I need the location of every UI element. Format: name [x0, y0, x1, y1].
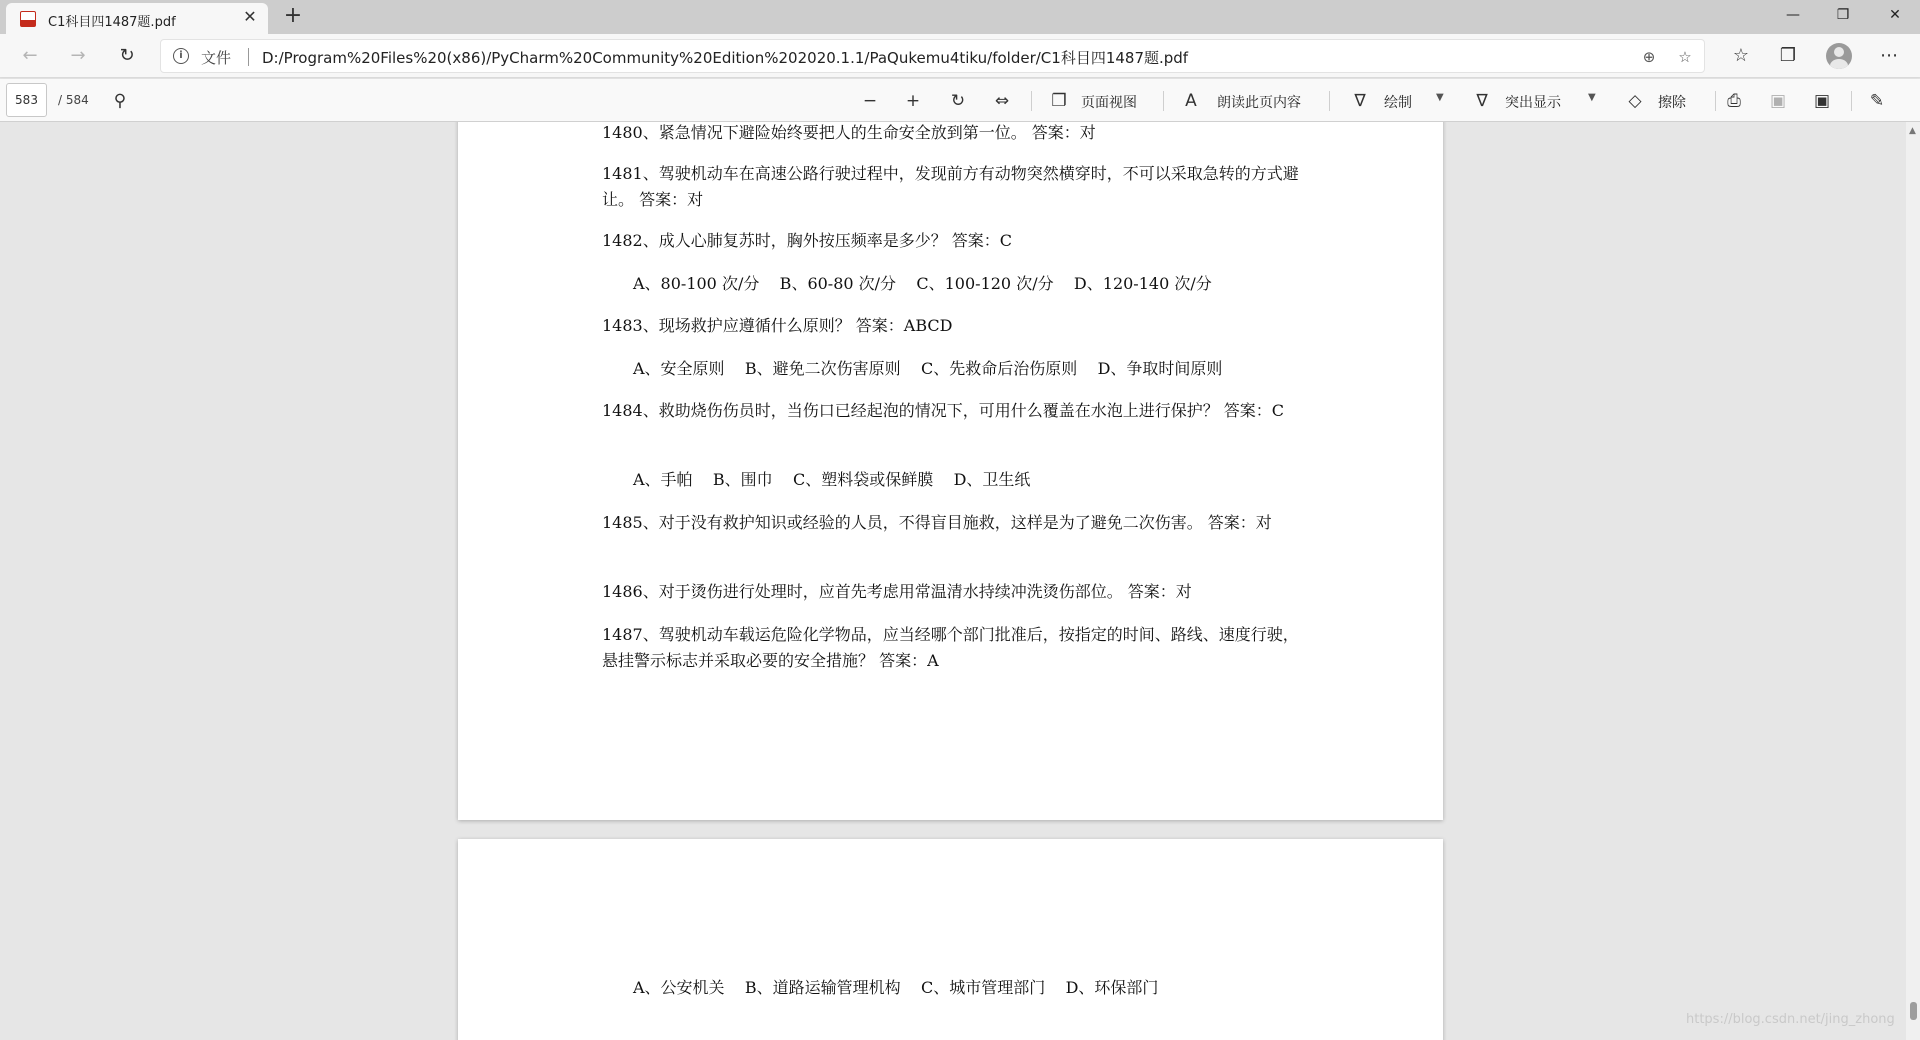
- pdf-page: [458, 839, 1443, 1040]
- options-1487: A、公安机关 B、道路运输管理机构 C、城市管理部门 D、环保部门: [633, 978, 1159, 997]
- zoom-in-icon[interactable]: +: [905, 91, 921, 111]
- read-aloud-button[interactable]: 朗读此页内容: [1217, 95, 1301, 111]
- print-icon[interactable]: ⎙: [1727, 91, 1741, 111]
- vertical-scrollbar[interactable]: [1906, 122, 1920, 1040]
- highlight-dropdown-icon[interactable]: ▼: [1588, 92, 1596, 103]
- toolbar-divider: [1715, 91, 1716, 111]
- draw-dropdown-icon[interactable]: ▼: [1436, 92, 1444, 103]
- page-number-input[interactable]: 583: [6, 83, 47, 117]
- read-aloud-icon[interactable]: A: [1185, 91, 1197, 111]
- toolbar-divider: [1163, 91, 1164, 111]
- pin-toolbar-icon[interactable]: ✎: [1869, 91, 1885, 111]
- question-1482: 1482、成人心肺复苏时，胸外按压频率是多少？ 答案：C: [602, 231, 1013, 250]
- page-total: / 584: [58, 93, 89, 107]
- back-arrow-icon[interactable]: ←: [22, 45, 38, 66]
- rotate-icon[interactable]: ↻: [950, 91, 966, 111]
- address-separator: [248, 48, 249, 66]
- highlight-icon[interactable]: ∇: [1476, 91, 1488, 111]
- scrollbar-thumb[interactable]: [1910, 1002, 1917, 1020]
- pdf-toolbar: [0, 79, 1920, 122]
- scroll-up-icon[interactable]: ▲: [1909, 126, 1916, 136]
- draw-button[interactable]: 绘制: [1384, 95, 1412, 111]
- eraser-icon[interactable]: ◇: [1628, 91, 1642, 111]
- new-tab-button[interactable]: +: [283, 3, 303, 28]
- file-scheme-label: 文件: [201, 49, 232, 67]
- save-as-icon[interactable]: ▣: [1813, 91, 1831, 111]
- pdf-viewer[interactable]: [0, 122, 1906, 1040]
- tab-title: C1科目四1487题.pdf: [48, 15, 176, 30]
- watermark: https://blog.csdn.net/jing_zhong: [1686, 1012, 1895, 1027]
- toolbar-divider: [1329, 91, 1330, 111]
- close-tab-icon[interactable]: ✕: [243, 7, 257, 26]
- options-1483: A、安全原则 B、避免二次伤害原则 C、先救命后治伤原则 D、争取时间原则: [633, 359, 1223, 378]
- question-1485: 1485、对于没有救护知识或经验的人员，不得盲目施救，这样是为了避免二次伤害。 答案：对: [602, 513, 1272, 532]
- toolbar-divider: [1851, 91, 1852, 111]
- erase-button[interactable]: 擦除: [1658, 95, 1686, 111]
- browser-tab[interactable]: [6, 3, 268, 34]
- question-1483: 1483、现场救护应遵循什么原则？ 答案：ABCD: [602, 316, 953, 335]
- close-window-button[interactable]: ✕: [1889, 7, 1901, 23]
- fit-page-icon[interactable]: ⇔: [994, 91, 1010, 111]
- draw-icon[interactable]: ∇: [1354, 91, 1366, 111]
- maximize-button[interactable]: ❐: [1836, 7, 1850, 23]
- page-view-button[interactable]: 页面视图: [1081, 95, 1137, 111]
- address-url[interactable]: D:/Program%20Files%20(x86)/PyCharm%20Community%20Edition%202020.1.1/PaQukemu4tiku/folder/C1科目四1487题.pdf: [262, 49, 1189, 67]
- forward-arrow-icon[interactable]: →: [70, 45, 86, 66]
- highlight-button[interactable]: 突出显示: [1505, 95, 1561, 111]
- pdf-page: [458, 122, 1443, 820]
- question-1487: 1487、驾驶机动车载运危险化学物品，应当经哪个部门批准后，按指定的时间、路线、速度行驶，悬挂警示标志并采取必要的安全措施？ 答案：A: [602, 625, 1299, 670]
- address-bar[interactable]: [160, 39, 1705, 73]
- search-icon[interactable]: ⚲: [113, 91, 127, 111]
- options-1482: A、80-100 次/分 B、60-80 次/分 C、100-120 次/分 D、120-140 次/分: [633, 274, 1212, 293]
- page-view-icon[interactable]: ❐: [1051, 91, 1067, 111]
- question-1481: 1481、驾驶机动车在高速公路行驶过程中，发现前方有动物突然横穿时，不可以采取急转的方式避让。 答案：对: [602, 164, 1299, 209]
- zoom-out-icon[interactable]: −: [862, 91, 878, 111]
- zoom-icon[interactable]: ⊕: [1642, 48, 1656, 66]
- toolbar-divider: [1031, 91, 1032, 111]
- profile-avatar[interactable]: [1826, 43, 1852, 69]
- question-1484: 1484、救助烧伤伤员时，当伤口已经起泡的情况下，可用什么覆盖在水泡上进行保护？ 答案：C: [602, 401, 1285, 420]
- pdf-file-icon: [20, 11, 36, 27]
- collections-icon[interactable]: ❐: [1779, 45, 1797, 66]
- add-favorite-icon[interactable]: ☆: [1678, 48, 1692, 66]
- save-icon[interactable]: ▣: [1769, 91, 1787, 111]
- question-1480: 1480、紧急情况下避险始终要把人的生命安全放到第一位。 答案：对: [602, 123, 1096, 142]
- info-icon[interactable]: i: [173, 48, 189, 64]
- favorites-icon[interactable]: ☆: [1732, 45, 1750, 66]
- navigation-bar: [0, 34, 1920, 78]
- more-menu-icon[interactable]: ⋯: [1880, 45, 1898, 66]
- options-1484: A、手帕 B、围巾 C、塑料袋或保鲜膜 D、卫生纸: [633, 470, 1031, 489]
- question-1486: 1486、对于烫伤进行处理时，应首先考虑用常温清水持续冲洗烫伤部位。 答案：对: [602, 582, 1192, 601]
- title-bar: [0, 0, 1920, 34]
- minimize-button[interactable]: —: [1786, 7, 1800, 23]
- refresh-icon[interactable]: ↻: [119, 45, 135, 66]
